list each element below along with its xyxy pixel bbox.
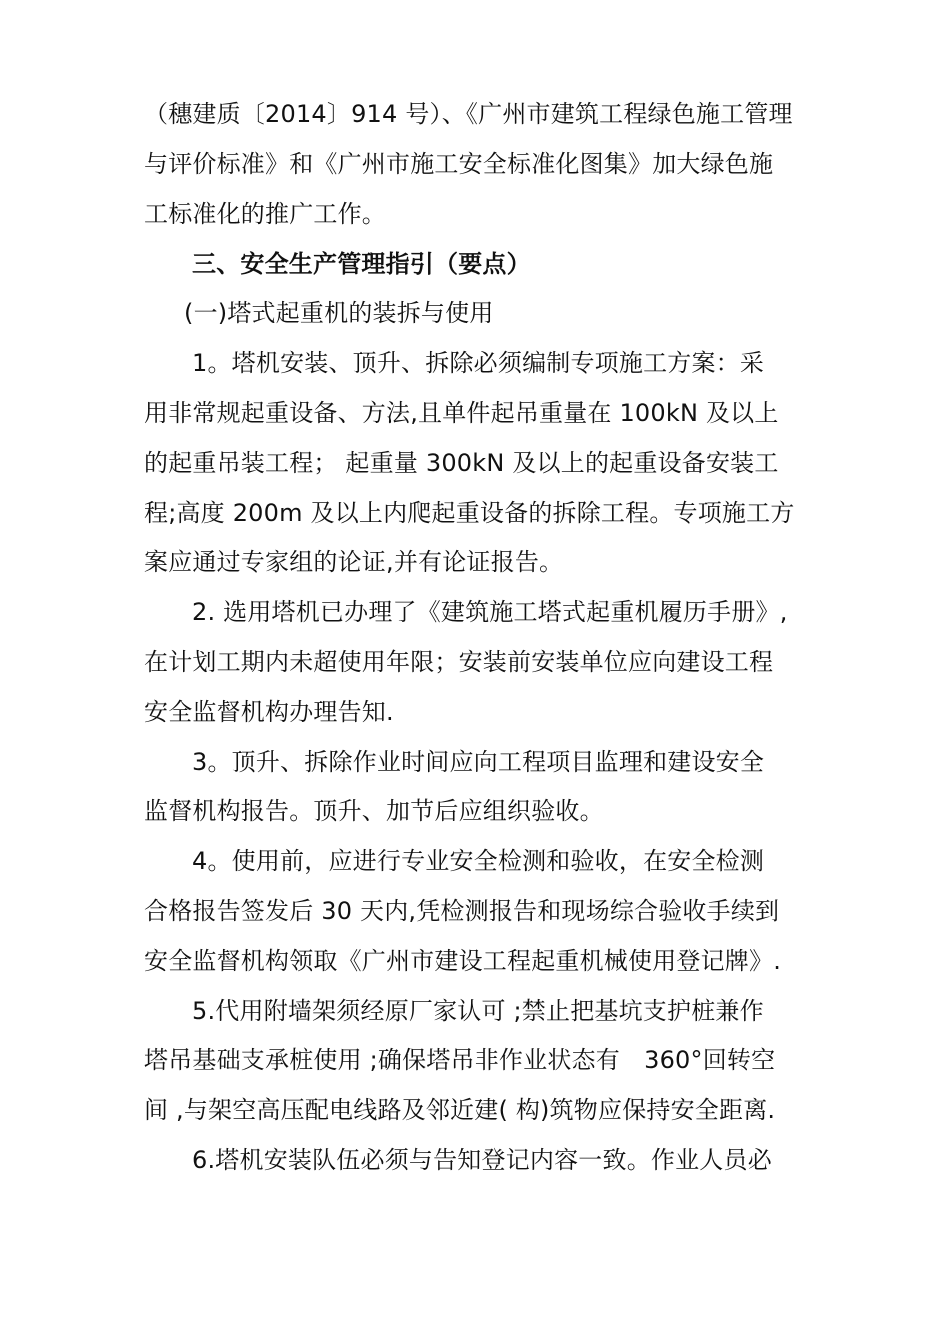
- text-line: 3。顶升、拆除作业时间应向工程项目监理和建设安全: [192, 748, 765, 776]
- text-line: 间 ,与架空高压配电线路及邻近建( 构)筑物应保持安全距离.: [144, 1096, 776, 1124]
- text-line: 1。塔机安装、顶升、拆除必须编制专项施工方案：采: [192, 349, 765, 377]
- text-line: 安全监督机构领取《广州市建设工程起重机械使用登记牌》.: [144, 947, 782, 975]
- subsection-heading: (一)塔式起重机的装拆与使用: [184, 299, 494, 327]
- text-line: （穗建质〔2014〕914 号）、《广州市建筑工程绿色施工管理: [144, 100, 793, 128]
- text-line: 的起重吊装工程； 起重量 300kN 及以上的起重设备安装工: [144, 449, 779, 477]
- text-line: 监督机构报告。顶升、加节后应组织验收。: [144, 797, 604, 825]
- text-line: 用非常规起重设备、方法,且单件起吊重量在 100kN 及以上: [144, 399, 779, 427]
- text-line: 与评价标准》和《广州市施工安全标准化图集》加大绿色施: [144, 150, 774, 178]
- text-line: 塔吊基础支承桩使用 ;确保塔吊非作业状态有 360°回转空: [144, 1046, 776, 1074]
- text-line: 5.代用附墙架须经原厂家认可 ;禁止把基坑支护桩兼作: [192, 997, 764, 1025]
- text-line: 安全监督机构办理告知.: [144, 698, 394, 726]
- text-line: 合格报告签发后 30 天内,凭检测报告和现场综合验收手续到: [144, 897, 780, 925]
- text-line: 4。使用前，应进行专业安全检测和验收，在安全检测: [192, 847, 765, 875]
- text-line: 6.塔机安装队伍必须与告知登记内容一致。作业人员必: [192, 1146, 772, 1174]
- text-line: 工标准化的推广工作。: [144, 200, 386, 228]
- section-heading: 三、安全生产管理指引（要点）: [192, 250, 531, 278]
- text-line: 在计划工期内未超使用年限；安装前安装单位应向建设工程: [144, 648, 774, 676]
- text-line: 案应通过专家组的论证,并有论证报告。: [144, 548, 564, 576]
- text-line: 2. 选用塔机已办理了《建筑施工塔式起重机履历手册》,: [192, 598, 788, 626]
- text-line: 程;高度 200m 及以上内爬起重设备的拆除工程。专项施工方: [144, 499, 795, 527]
